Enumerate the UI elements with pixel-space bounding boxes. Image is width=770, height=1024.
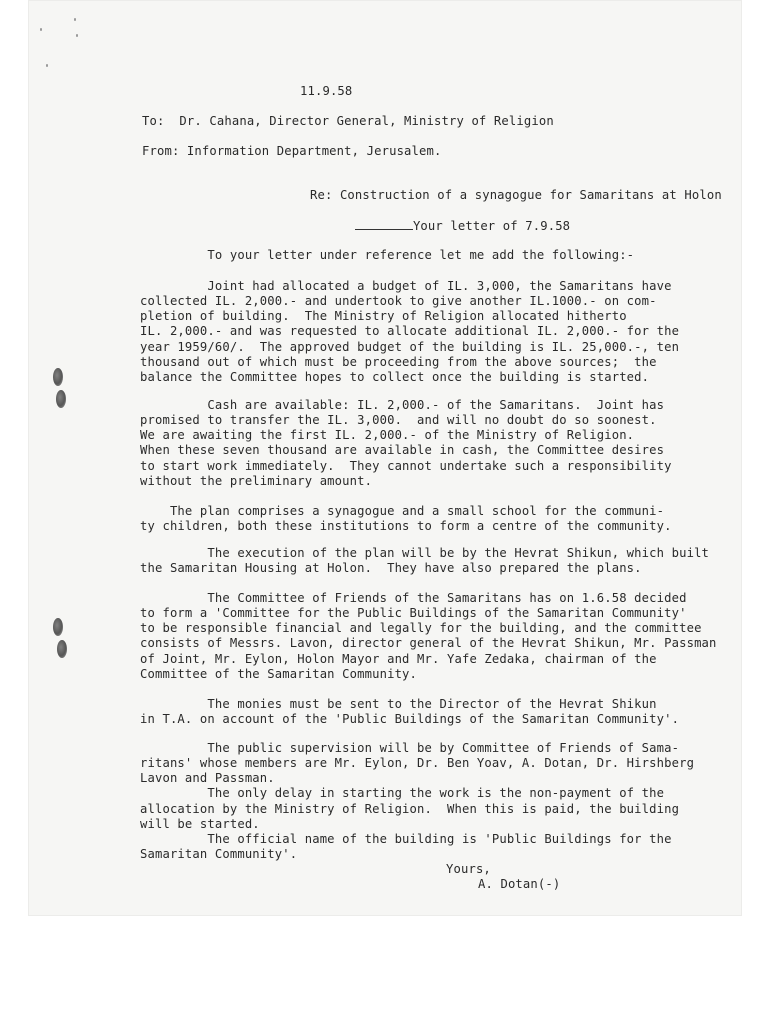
paragraph-line: in T.A. on account of the 'Public Buildings of the Samaritan Community'. bbox=[140, 712, 680, 727]
speck bbox=[74, 18, 76, 21]
paragraph-line: collected IL. 2,000.- and undertook to give another IL.1000.- on com- bbox=[140, 294, 657, 309]
punch-hole-bottom-lower bbox=[57, 640, 67, 658]
letter-to: To: Dr. Cahana, Director General, Ministry of Religion bbox=[142, 114, 554, 128]
paragraph-line: ritans' whose members are Mr. Eylon, Dr. Ben Yoav, A. Dotan, Dr. Hirshberg bbox=[140, 756, 695, 771]
speck bbox=[76, 34, 78, 37]
paragraph-line: ty children, both these institutions to form a centre of the community. bbox=[140, 519, 672, 534]
paragraph-line: thousand out of which must be proceeding from the above sources; the bbox=[140, 354, 657, 369]
paragraph-line: We are awaiting the first IL. 2,000.- of the Ministry of Religion. bbox=[140, 428, 635, 443]
letter-body bbox=[28, 0, 722, 891]
letter-re-reference bbox=[310, 203, 570, 250]
paragraph-line: Lavon and Passman. bbox=[140, 771, 275, 786]
paragraph-line: Joint had allocated a budget of IL. 3,000, the Samaritans have bbox=[140, 279, 672, 293]
letter-re-reference-text: Your letter of 7.9.58 bbox=[412, 219, 571, 234]
paragraph-line: The execution of the plan will be by the Hevrat Shikun, which built bbox=[140, 546, 710, 560]
paragraph-line: to be responsible financial and legally for the building, and the committee bbox=[140, 621, 702, 636]
paragraph-line: will be started. bbox=[140, 816, 260, 831]
paragraph-line: The Committee of Friends of the Samaritans has on 1.6.58 decided bbox=[140, 591, 687, 605]
paragraph-line: promised to transfer the IL. 3,000. and will no doubt do so soonest. bbox=[140, 413, 657, 428]
paragraph-line: year 1959/60/. The approved budget of the building is IL. 25,000.-, ten bbox=[140, 339, 680, 354]
paragraph-line: To your letter under reference let me add the following:- bbox=[140, 248, 635, 262]
punch-hole-top-lower bbox=[56, 390, 66, 408]
paragraph-line: without the preliminary amount. bbox=[140, 473, 373, 488]
punch-hole-bottom-upper bbox=[53, 618, 63, 636]
paragraph-line: of Joint, Mr. Eylon, Holon Mayor and Mr. Yafe Zedaka, chairman of the bbox=[140, 651, 657, 666]
paragraph-line: pletion of building. The Ministry of Religion allocated hitherto bbox=[140, 309, 627, 324]
paragraph-line: to start work immediately. They cannot undertake such a responsibility bbox=[140, 458, 672, 473]
paragraph-line: IL. 2,000.- and was requested to allocate additional IL. 2,000.- for the bbox=[140, 324, 680, 339]
paragraph-line: balance the Committee hopes to collect once the building is started. bbox=[140, 369, 650, 384]
underline-rule bbox=[355, 218, 413, 230]
letter-re-subject: Re: Construction of a synagogue for Samaritans at Holon bbox=[310, 188, 722, 202]
paragraph-line: consists of Messrs. Lavon, director general of the Hevrat Shikun, Mr. Passman bbox=[140, 636, 717, 651]
letter-closing: Yours, bbox=[446, 862, 491, 876]
letter-date: 11.9.58 bbox=[300, 84, 353, 98]
paragraph-line: the Samaritan Housing at Holon. They have also prepared the plans. bbox=[140, 561, 642, 576]
paragraph-line: The only delay in starting the work is the non-payment of the bbox=[140, 786, 665, 801]
paragraph-line: to form a 'Committee for the Public Buildings of the Samaritan Community' bbox=[140, 606, 687, 621]
document-page bbox=[28, 0, 742, 916]
paragraph-line: The plan comprises a synagogue and a small school for the communi- bbox=[140, 504, 665, 518]
letter-from: From: Information Department, Jerusalem. bbox=[142, 144, 442, 158]
paragraph-line: allocation by the Ministry of Religion. When this is paid, the building bbox=[140, 801, 680, 816]
punch-hole-top-upper bbox=[53, 368, 63, 386]
paragraph-line: Samaritan Community'. bbox=[140, 847, 298, 862]
paragraph-line: Committee of the Samaritan Community. bbox=[140, 666, 418, 681]
paragraph-line: When these seven thousand are available in cash, the Committee desires bbox=[140, 443, 665, 458]
paragraph-line: The official name of the building is 'Public Buildings for the bbox=[140, 831, 672, 846]
paragraph-line: Cash are available: IL. 2,000.- of the Samaritans. Joint has bbox=[140, 398, 665, 412]
paragraph-line: The monies must be sent to the Director of the Hevrat Shikun bbox=[140, 697, 657, 711]
letter-signature: A. Dotan(-) bbox=[478, 877, 561, 891]
paragraph-line: The public supervision will be by Committee of Friends of Sama- bbox=[140, 741, 680, 755]
